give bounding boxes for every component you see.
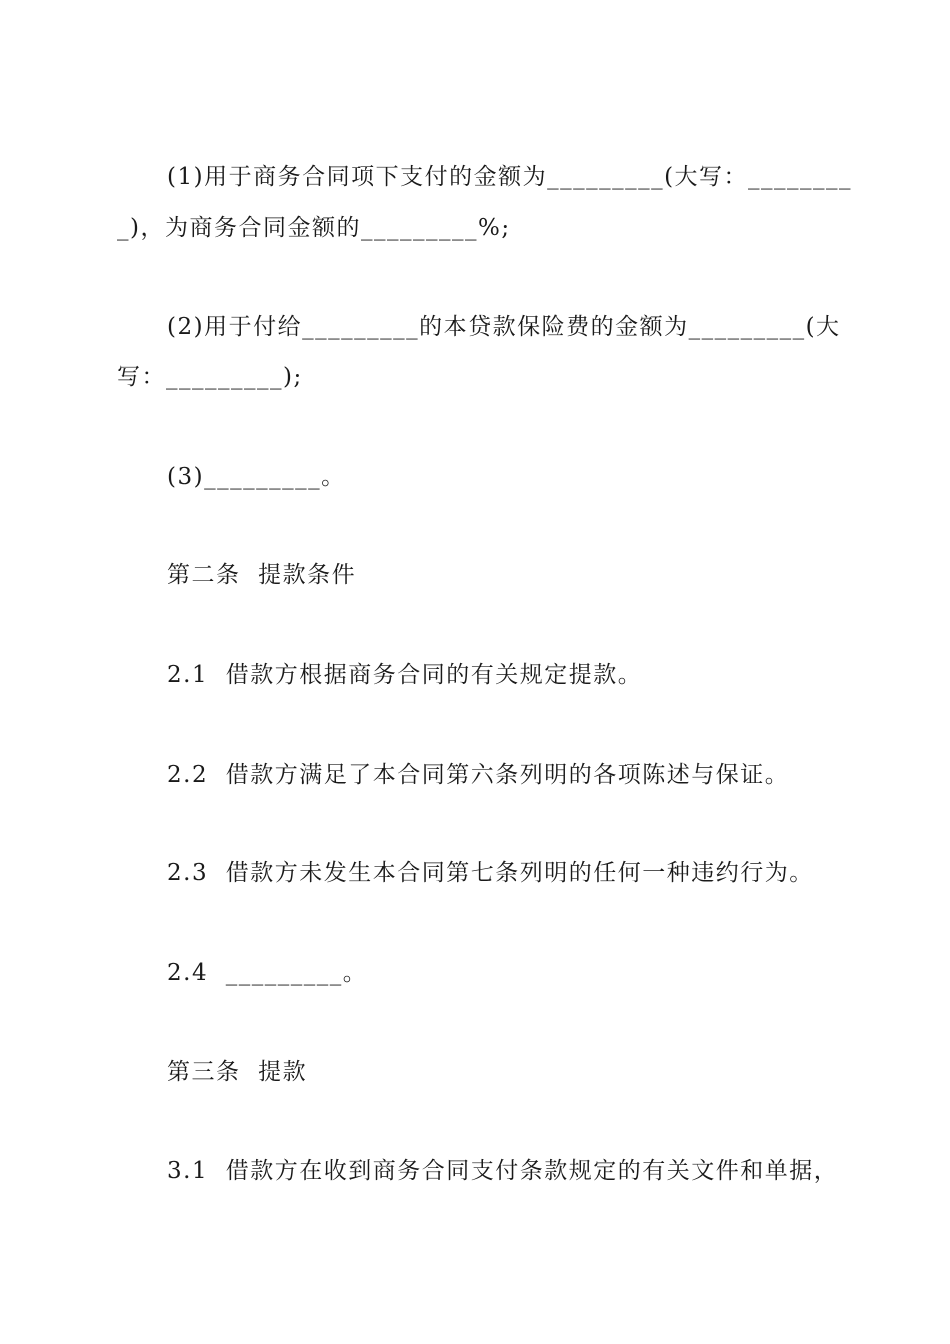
clause-3-1: 3.1 借款方在收到商务合同支付条款规定的有关文件和单据， [167,1158,839,1184]
article-3-heading: 第三条 提款 [167,1059,308,1085]
clause-1-2-line-1: (2)用于付给_________的本贷款保险费的金额为_________(大 [167,314,841,340]
article-2-heading: 第二条 提款条件 [167,562,357,588]
clause-2-3: 2.3 借款方未发生本合同第七条列明的任何一种违约行为。 [167,860,814,886]
clause-1-3: (3)_________。 [167,464,346,490]
clause-2-1: 2.1 借款方根据商务合同的有关规定提款。 [167,662,643,688]
clause-2-4: 2.4 _________。 [167,960,368,986]
clause-2-2: 2.2 借款方满足了本合同第六条列明的各项陈述与保证。 [167,762,790,788]
clause-1-1-line-2: _)，为商务合同金额的_________%; [117,215,511,241]
clause-1-1-line-1: (1)用于商务合同项下支付的金额为_________(大写：________ [167,164,853,190]
clause-1-2-line-2: 写：_________); [117,364,303,390]
